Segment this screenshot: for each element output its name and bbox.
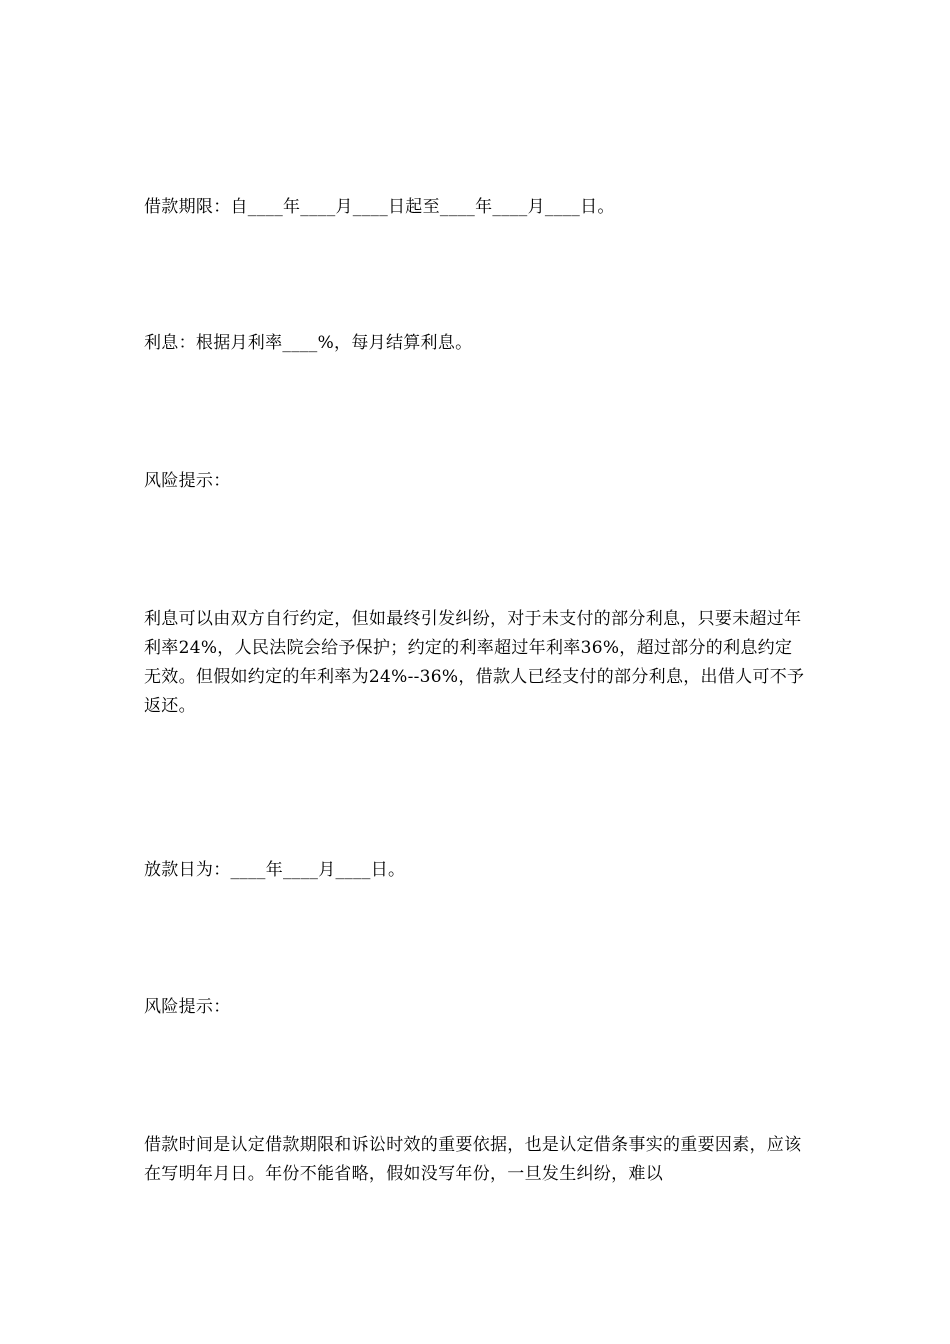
risk-notice-body-1: 利息可以由双方自行约定，但如最终引发纠纷，对于未支付的部分利息，只要未超过年利率24%，人民法院会给予保护；约定的利率超过年利率36%，超过部分的利息约定无效。但假如约定的年利率为24%--36%，借款人已经支付的部分利息，出借人可不予返还。: [144, 609, 805, 716]
risk-notice-heading-2: 风险提示：: [144, 997, 231, 1017]
interest-clause: 利息：根据月利率____%，每月结算利息。: [144, 333, 473, 353]
loan-term-clause: 借款期限：自____年____月____日起至____年____月____日。: [144, 197, 615, 217]
risk-notice-heading-1: 风险提示：: [144, 471, 231, 491]
risk-notice-body-2: 借款时间是认定借款期限和诉讼时效的重要依据，也是认定借条事实的重要因素，应该在写明年月日。年份不能省略，假如没写年份，一旦发生纠纷，难以: [144, 1135, 802, 1184]
disbursement-date-clause: 放款日为：____年____月____日。: [144, 860, 406, 880]
